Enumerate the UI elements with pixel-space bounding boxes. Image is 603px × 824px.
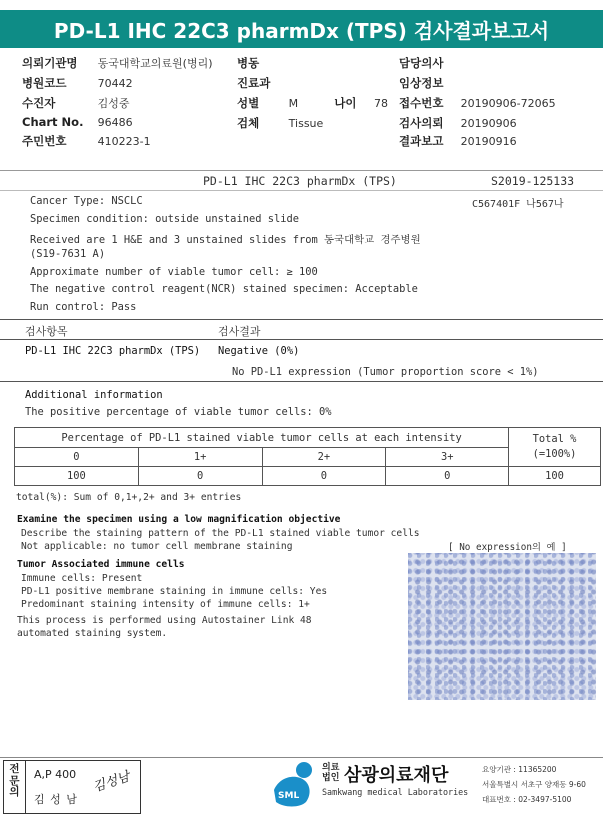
report-title: PD-L1 IHC 22C3 pharmDx (TPS) 검사결과보고서 bbox=[0, 10, 603, 48]
footer-divider bbox=[0, 757, 603, 758]
signature-box bbox=[3, 760, 141, 814]
sex-age-row bbox=[237, 95, 388, 111]
immune-line: Immune cells: Present bbox=[21, 573, 143, 584]
total-header-line: Total % bbox=[532, 433, 577, 445]
intensity-table bbox=[14, 427, 601, 486]
institution-code: 요양기관 : 11365200 bbox=[482, 765, 557, 774]
department-label: 진료과 bbox=[237, 76, 271, 90]
result-item: PD-L1 IHC 22C3 pharmDx (TPS) bbox=[25, 345, 201, 357]
specimen-info-line: Run control: Pass bbox=[30, 301, 137, 313]
examination-line: Describe the staining pattern of the PD-L1 stained viable tumor cells bbox=[21, 528, 420, 539]
result-header: 검사결과 bbox=[218, 325, 261, 338]
institution-label: 의뢰기관명 bbox=[22, 56, 78, 70]
logo-text: SML bbox=[278, 791, 300, 801]
staining-example-image bbox=[408, 553, 596, 700]
examination-line: Not applicable: no tumor cell membrane staining bbox=[21, 541, 293, 552]
doctor-label: 담당의사 bbox=[399, 56, 444, 70]
test-name: PD-L1 IHC 22C3 pharmDx (TPS) bbox=[203, 174, 397, 188]
table-footnote: total(%): Sum of 0,1+,2+ and 3+ entries bbox=[16, 492, 242, 503]
result-value: Negative (0%) bbox=[218, 345, 300, 357]
specimen-info-line: Specimen condition: outside unstained slide bbox=[30, 213, 299, 225]
org-prefix bbox=[322, 763, 344, 783]
request-label: 검사의뢰 bbox=[399, 116, 444, 130]
intensity-value: 0 bbox=[138, 467, 262, 486]
sex-value: M bbox=[288, 97, 299, 110]
intensity-column: 3+ bbox=[386, 448, 509, 467]
age-value: 78 bbox=[373, 97, 388, 110]
patient-value: 김성중 bbox=[97, 97, 130, 110]
total-header bbox=[509, 428, 601, 467]
resident-row bbox=[22, 133, 151, 149]
doctor-row bbox=[399, 55, 443, 71]
intensity-column: 1+ bbox=[138, 448, 262, 467]
process-line: automated staining system. bbox=[17, 628, 168, 639]
total-header-line: (=100%) bbox=[532, 448, 577, 460]
specimen-row bbox=[237, 115, 323, 131]
hospital-code-value: 70442 bbox=[97, 77, 133, 90]
signature-code: A,P 400 bbox=[34, 768, 77, 781]
org-prefix-line: 법인 bbox=[322, 773, 340, 783]
org-name: 삼광의료재단 bbox=[344, 765, 449, 786]
accession-value: 20190906-72065 bbox=[460, 97, 556, 110]
side-char: 전문의 bbox=[9, 763, 20, 798]
request-row bbox=[399, 115, 517, 131]
resident-label: 주민번호 bbox=[22, 134, 67, 148]
specimen-value: Tissue bbox=[288, 117, 324, 130]
hospital-code-label: 병원코드 bbox=[22, 76, 67, 90]
accession-row bbox=[399, 95, 556, 111]
request-value: 20190906 bbox=[460, 117, 517, 130]
chart-value: 96486 bbox=[97, 116, 133, 129]
intensity-column: 0 bbox=[15, 448, 139, 467]
process-line: This process is performed using Autostainer Link 48 bbox=[17, 615, 312, 626]
additional-heading: Additional information bbox=[25, 389, 163, 401]
image-caption: [ No expression의 예 ] bbox=[448, 542, 567, 553]
item-header: 검사항목 bbox=[25, 325, 68, 338]
divider bbox=[0, 381, 603, 382]
result-detail: No PD-L1 expression (Tumor proportion score < 1%) bbox=[232, 366, 539, 378]
chart-label: Chart No. bbox=[22, 115, 84, 129]
handwritten-signature bbox=[90, 766, 132, 796]
specimen-info-line: The negative control reagent(NCR) stained specimen: Acceptable bbox=[30, 283, 418, 295]
report-date-label: 결과보고 bbox=[399, 134, 444, 148]
sub-code: C567401F 나567나 bbox=[472, 199, 564, 210]
sml-logo-icon bbox=[270, 760, 318, 808]
institution-row bbox=[22, 55, 213, 71]
hospital-code-row bbox=[22, 75, 133, 91]
org-address: 서울특별시 서초구 양재동 9-60 bbox=[482, 780, 586, 789]
patient-row bbox=[22, 95, 130, 111]
intensity-total: 100 bbox=[509, 467, 601, 486]
clinical-info-label: 임상정보 bbox=[399, 76, 444, 90]
department-row bbox=[237, 75, 270, 91]
org-phone: 대표번호 : 02-3497-5100 bbox=[482, 795, 572, 804]
divider bbox=[0, 319, 603, 320]
specimen-label: 검체 bbox=[237, 116, 260, 130]
divider bbox=[0, 170, 603, 171]
report-date-value: 20190916 bbox=[460, 135, 517, 148]
signature-text: 김성남 bbox=[91, 769, 132, 796]
divider bbox=[0, 190, 603, 191]
signature-name: 김 성 남 bbox=[34, 793, 78, 806]
institution-value: 동국대학교의료원(병리) bbox=[97, 57, 213, 70]
immune-heading: Tumor Associated immune cells bbox=[17, 559, 185, 570]
immune-line: Predominant staining intensity of immune cells: 1+ bbox=[21, 599, 310, 610]
specimen-info-line: Received are 1 H&E and 3 unstained slides from 동국대학교 경주병원 bbox=[30, 234, 421, 246]
chart-row bbox=[22, 115, 133, 129]
intensity-table-header: Percentage of PD-L1 stained viable tumor cells at each intensity bbox=[15, 428, 509, 448]
ward-label: 병동 bbox=[237, 56, 260, 70]
resident-value: 410223-1 bbox=[97, 135, 151, 148]
accession-label: 접수번호 bbox=[399, 96, 444, 110]
specimen-info-line: (S19-7631 A) bbox=[30, 248, 106, 260]
intensity-column: 2+ bbox=[262, 448, 386, 467]
clinical-info-row bbox=[399, 75, 443, 91]
intensity-value: 0 bbox=[262, 467, 386, 486]
immune-line: PD-L1 positive membrane staining in immune cells: Yes bbox=[21, 586, 328, 597]
age-label: 나이 bbox=[334, 96, 357, 110]
signature-side-label bbox=[4, 761, 26, 813]
sex-label: 성별 bbox=[237, 96, 260, 110]
additional-line: The positive percentage of viable tumor cells: 0% bbox=[25, 406, 332, 418]
report-date-row bbox=[399, 133, 517, 149]
ward-row bbox=[237, 55, 259, 71]
intensity-value: 0 bbox=[386, 467, 509, 486]
intensity-value: 100 bbox=[15, 467, 139, 486]
org-prefix-line: 의료 bbox=[322, 763, 340, 773]
specimen-info-line: Approximate number of viable tumor cell: ≥ 100 bbox=[30, 266, 318, 278]
examination-heading: Examine the specimen using a low magnification objective bbox=[17, 514, 341, 525]
patient-label: 수진자 bbox=[22, 96, 56, 110]
test-code: S2019-125133 bbox=[491, 174, 575, 188]
org-english: Samkwang medical Laboratories bbox=[322, 787, 469, 797]
divider bbox=[0, 339, 603, 340]
specimen-info-line: Cancer Type: NSCLC bbox=[30, 195, 143, 207]
